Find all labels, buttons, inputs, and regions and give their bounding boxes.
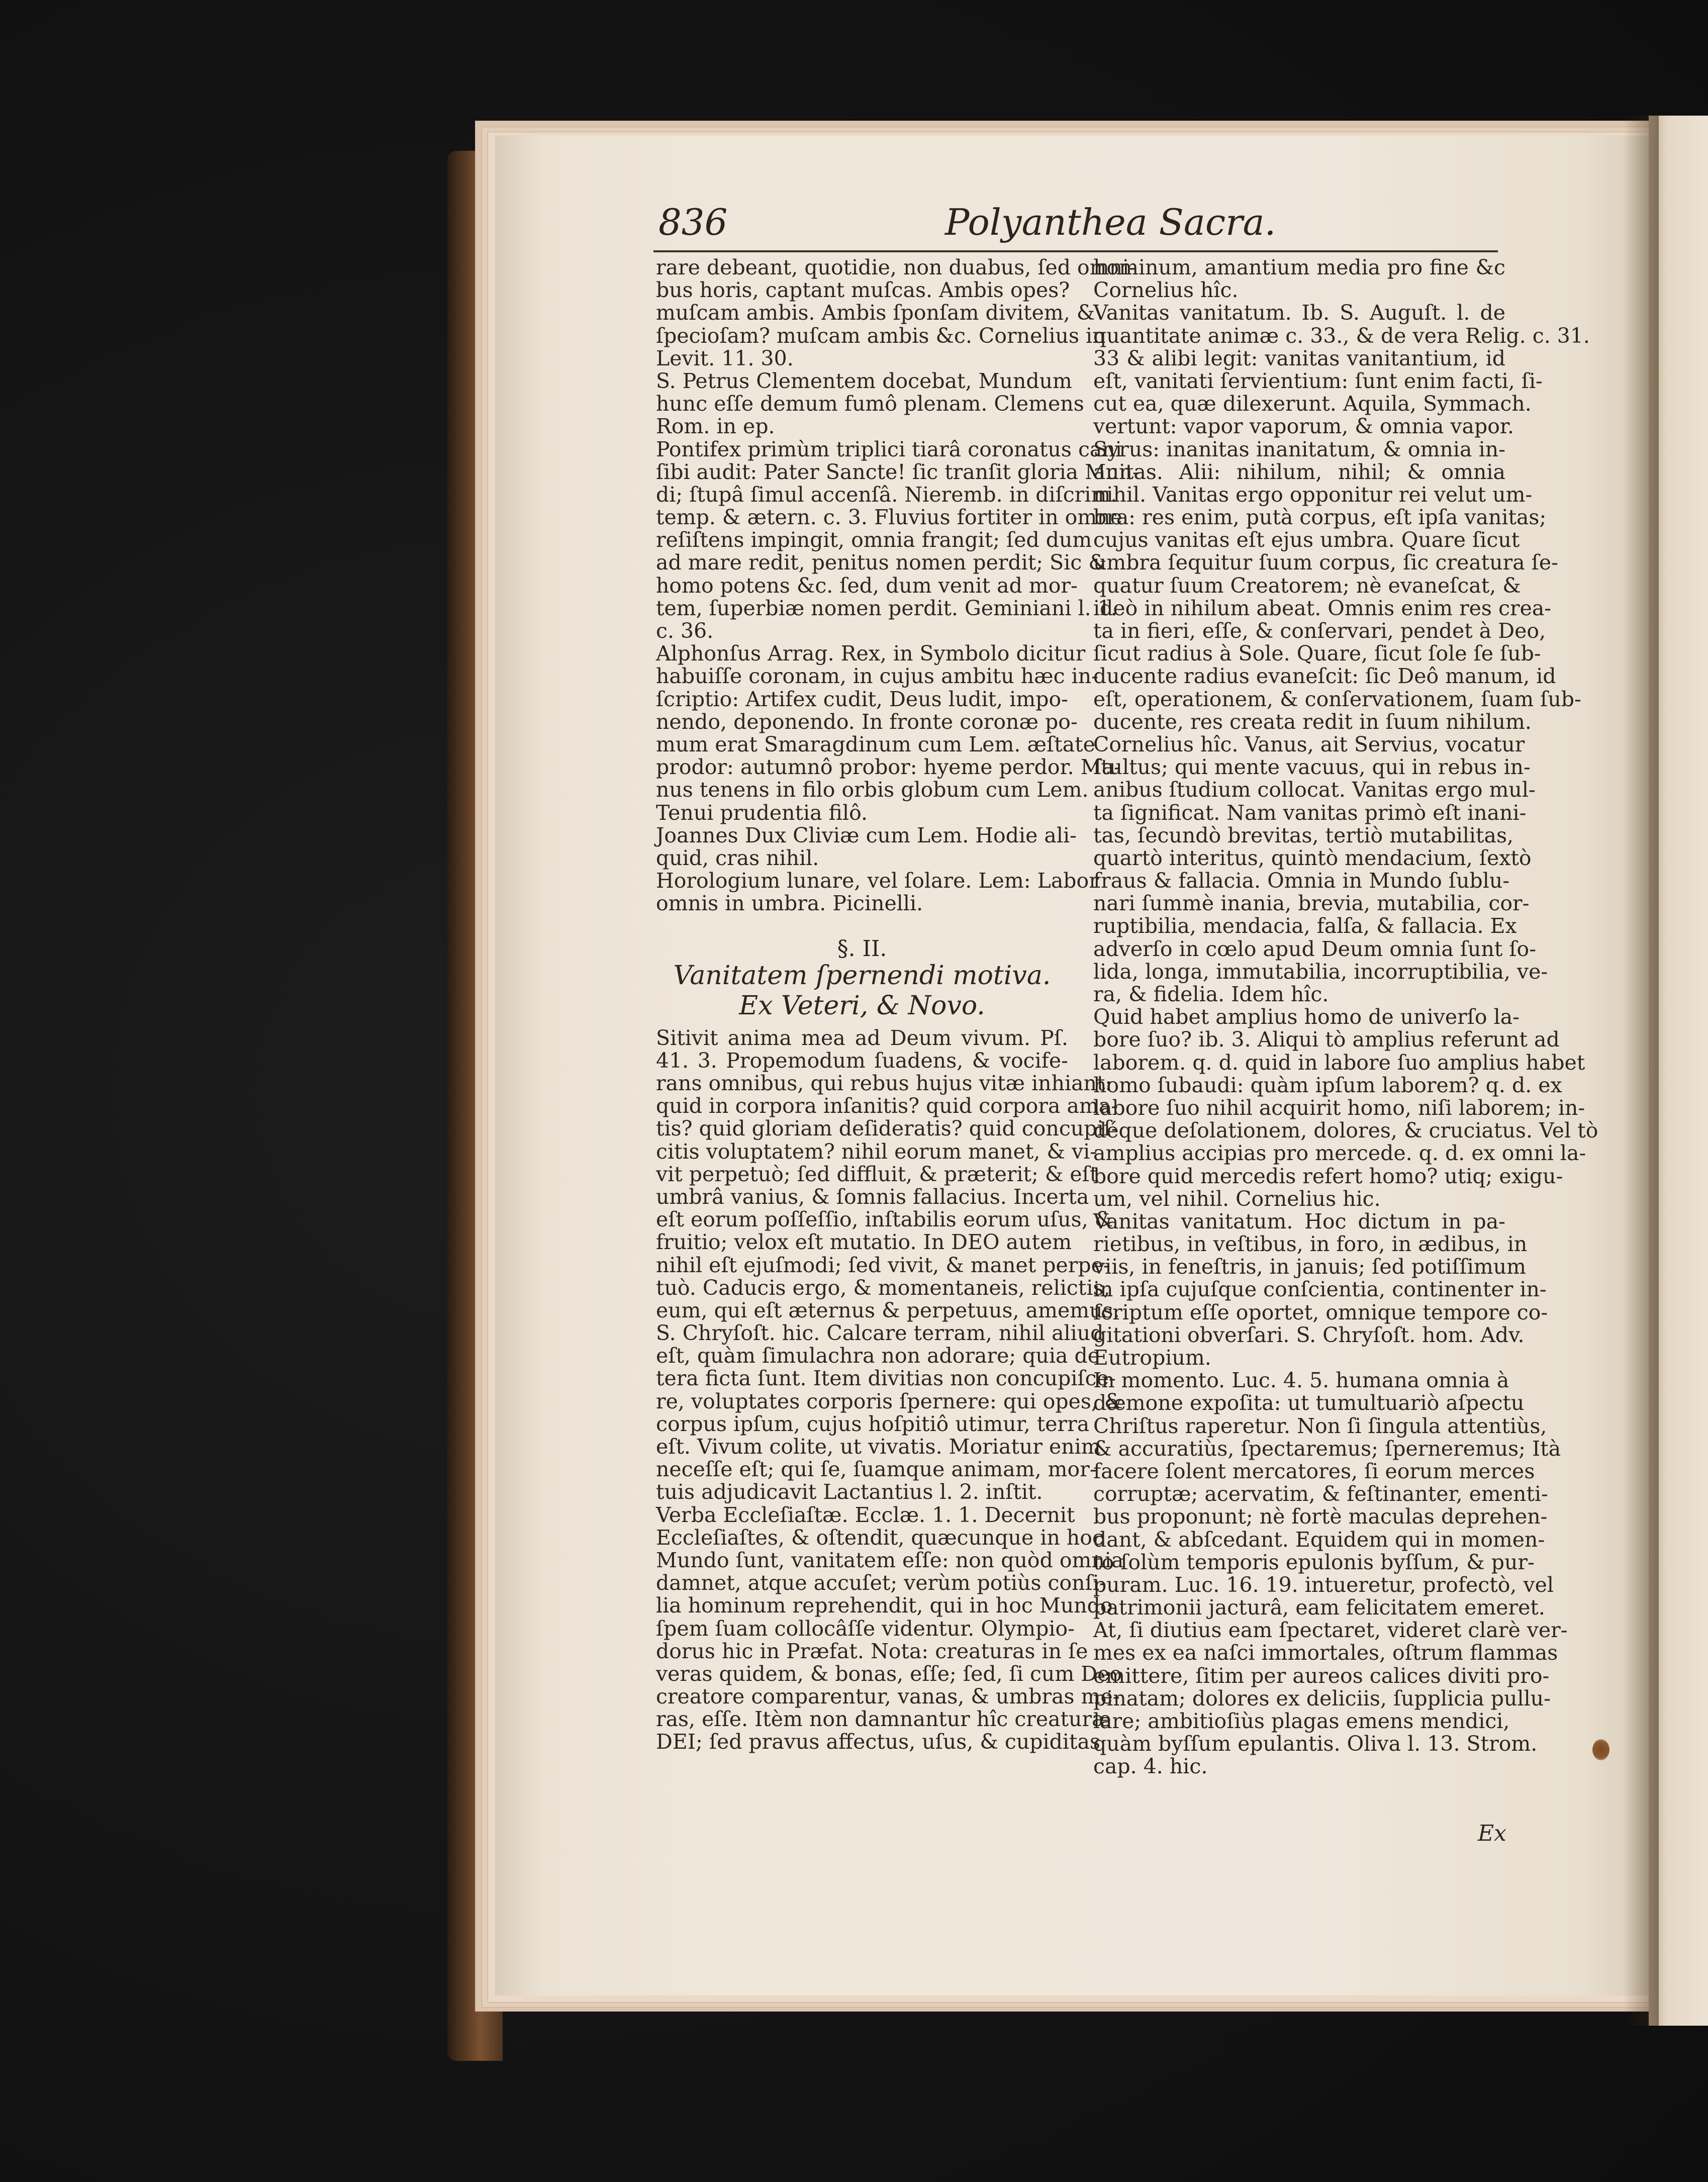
text-line: dorus hic in Præfat. Nota: creaturas in ſe: [656, 1639, 1088, 1663]
text-line: lida, longa, immutabilia, incorruptibilia, ve-: [1093, 959, 1548, 984]
text-line: tera ficta ſunt. Item divitias non concupiſce-: [656, 1366, 1116, 1391]
text-line: anibus ſtudium collocat. Vanitas ergo mul-: [1093, 778, 1536, 802]
text-line: emittere, ſitim per aureos calices diviti pro-: [1093, 1663, 1550, 1688]
text-line: re, voluptates corporis ſpernere: qui opes, &: [656, 1389, 1123, 1413]
text-line: reſiſtens impingit, omnia frangit; ſed dum: [656, 528, 1092, 552]
paper-stain: [1592, 1739, 1609, 1760]
text-line: & accuratiùs, ſpectaremus; ſperneremus; Ità: [1093, 1436, 1561, 1461]
text-line: ſcriptum eſſe oportet, omnique tempore co-: [1093, 1300, 1548, 1324]
text-line: dant, & abſcedant. Equidem qui in momen-: [1093, 1527, 1545, 1552]
text-line: eſt, operationem, & conſervationem, ſuam ſub-: [1093, 687, 1581, 711]
text-line: quatur ſuum Creatorem; nè evaneſcat, &: [1093, 573, 1521, 598]
text-line: di; ſtupâ ſimul accenſâ. Nieremb. in diſcrim.: [656, 482, 1117, 507]
text-line: ducente, res creata redit in ſuum nihilum.: [1093, 709, 1532, 734]
text-line: habuiſſe coronam, in cujus ambitu hæc in-: [656, 664, 1098, 689]
text-line: umbrâ vanius, & ſomnis fallacius. Incerta: [656, 1184, 1089, 1209]
text-line: cap. 4. hic.: [1093, 1754, 1208, 1779]
text-line: eſt, quàm ſimulachra non adorare; quia de: [656, 1344, 1100, 1368]
text-line: DEI; ſed pravus affectus, uſus, & cupiditas: [656, 1730, 1100, 1754]
text-line: bra: res enim, putà corpus, eſt ipſa vanitas;: [1093, 505, 1547, 530]
text-line: ſpecioſam? muſcam ambis &c. Cornelius in: [656, 323, 1106, 348]
text-line: tis? quid gloriam deſideratis? quid concupiſ-: [656, 1116, 1118, 1141]
text-line: Syrus: inanitas inanitatum, & omnia in-: [1093, 437, 1505, 461]
text-line: ſicut radius à Sole. Quare, ſicut ſole ſe ſub-: [1093, 641, 1541, 666]
text-line: anitas. Alii: nihilum, nihil; & omnia: [1093, 459, 1505, 484]
section-number: §. II.: [837, 936, 887, 962]
text-line: eſt, vanitati ſervientium: ſunt enim facti, ſi-: [1093, 368, 1543, 393]
text-line: quid in corpora inſanitis? quid corpora ama-: [656, 1094, 1118, 1118]
text-line: rare debeant, quotidie, non duabus, ſed omni-: [656, 255, 1136, 279]
right-column: [1093, 255, 1598, 1779]
text-line: S. Chryſoſt. hic. Calcare terram, nihil aliud: [656, 1321, 1104, 1346]
text-line: ras, eſſe. Itèm non damnantur hîc creaturæ: [656, 1707, 1111, 1732]
text-line: Tenui prudentia filô.: [656, 800, 868, 825]
text-line: Levit. 11. 30.: [656, 346, 794, 370]
gutter-shadow: [1624, 116, 1659, 2026]
text-line: hunc eſſe demum fumô plenam. Clemens: [656, 392, 1084, 416]
text-line: ducente radius evaneſcit: ſic Deô manum, id: [1093, 664, 1556, 689]
text-line: Eutropium.: [1093, 1346, 1211, 1370]
text-line: fraus & fallacia. Omnia in Mundo ſublu-: [1093, 869, 1510, 893]
text-line: fruitio; velox eſt mutatio. In DEO autem: [656, 1230, 1072, 1255]
text-line: Quid habet amplius homo de univerſo la-: [1093, 1005, 1520, 1029]
text-line: vertunt: vapor vaporum, & omnia vapor.: [1093, 414, 1514, 439]
text-line: Cornelius hîc. Vanus, ait Servius, vocatur: [1093, 732, 1525, 756]
text-line: bore ſuo? ib. 3. Aliqui tò amplius referunt ad: [1093, 1027, 1560, 1052]
text-line: cut ea, quæ dilexerunt. Aquila, Symmach.: [1093, 392, 1532, 416]
text-line: ideò in nihilum abeat. Omnis enim res crea-: [1093, 596, 1552, 620]
text-line: corruptæ; acervatim, & feſtinanter, ementi-: [1093, 1482, 1548, 1506]
text-line: prodor: autumnô probor: hyeme perdor. Ma-: [656, 755, 1121, 780]
text-line: dæmone expoſita: ut tumultuariò aſpectu: [1093, 1391, 1525, 1415]
text-line: Eccleſiaſtes, & oſtendit, quæcunque in hoc: [656, 1525, 1104, 1550]
text-line: Sitivit anima mea ad Deum vivum. Pſ.: [656, 1025, 1068, 1050]
text-line: creatore comparentur, vanas, & umbras me-: [656, 1684, 1120, 1709]
text-line: Chriſtus raperetur. Non ſi ſingula attentiùs,: [1093, 1413, 1547, 1438]
text-line: laborem. q. d. quid in labore ſuo amplius habet: [1093, 1050, 1585, 1075]
header-rule: [653, 250, 1498, 252]
section-title: Vanitatem ſpernendi motiva.: [673, 960, 1051, 991]
text-line: in ipſa cujuſque conſcientia, continenter in-: [1093, 1277, 1547, 1302]
text-line: quàm byſſum epulantis. Oliva l. 13. Strom.: [1093, 1732, 1538, 1756]
text-line: mum erat Smaragdinum cum Lem. æſtate: [656, 732, 1095, 756]
text-line: ta in fieri, eſſe, & conſervari, pendet à Deo,: [1093, 619, 1546, 643]
catchword: Ex: [1478, 1821, 1506, 1846]
text-line: quartò interitus, quintò mendacium, ſextò: [1093, 845, 1532, 870]
page-number: 836: [658, 201, 728, 243]
text-line: c. 36.: [656, 619, 714, 643]
text-line: Alphonſus Arrag. Rex, in Symbolo dicitur: [656, 641, 1086, 666]
text-line: Joannes Dux Cliviæ cum Lem. Hodie ali-: [656, 823, 1077, 847]
text-line: ſcriptio: Artifex cudit, Deus ludit, impo-: [656, 687, 1068, 711]
text-line: ta ſignificat. Nam vanitas primò eſt inani-: [1093, 800, 1527, 825]
text-line: neceſſe eſt; qui ſe, ſuamque animam, mor-: [656, 1457, 1097, 1482]
text-line: bore quid mercedis refert homo? utiq; exigu-: [1093, 1164, 1563, 1188]
text-line: Horologium lunare, vel ſolare. Lem: Labor: [656, 869, 1099, 893]
text-line: puram. Luc. 16. 19. intueretur, profectò, vel: [1093, 1572, 1554, 1597]
text-line: déque deſolationem, dolores, & cruciatus. Vel tò: [1093, 1118, 1598, 1143]
text-line: eum, qui eſt æternus & perpetuus, amemus.: [656, 1298, 1120, 1322]
text-line: quantitate animæ c. 33., & de vera Relig. c. 31.: [1093, 323, 1590, 348]
right-column-text: [1093, 255, 1598, 1779]
text-line: lia hominum reprehendit, qui in hoc Mundo: [656, 1593, 1113, 1618]
text-line: ra, & fidelia. Idem hîc.: [1093, 982, 1329, 1006]
text-line: Cornelius hîc.: [1093, 278, 1239, 303]
text-line: Vanitas vanitatum. Hoc dictum in pa-: [1093, 1209, 1505, 1234]
text-line: bus proponunt; nè fortè maculas deprehen-: [1093, 1504, 1548, 1529]
text-line: tas, ſecundò brevitas, tertiò mutabilitas,: [1093, 823, 1514, 847]
section-gap: [656, 915, 1068, 937]
text-line: viis, in feneſtris, in januis; ſed potiſſimum: [1093, 1255, 1526, 1279]
text-line: tuis adjudicavit Lactantius l. 2. inſtit.: [656, 1480, 1043, 1504]
text-line: um, vel nihil. Cornelius hic.: [1093, 1186, 1381, 1211]
text-line: eſt eorum poſſeſſio, inſtabilis eorum uſus, &: [656, 1207, 1113, 1232]
text-line: nihil. Vanitas ergo opponitur rei velut um-: [1093, 482, 1533, 507]
text-line: Rom. in ep.: [656, 414, 775, 439]
text-line: rans omnibus, qui rebus hujus vitæ inhiant:: [656, 1071, 1112, 1095]
text-line: temp. & ætern. c. 3. Fluvius fortiter in omne: [656, 505, 1122, 530]
left-column-text-continued: [656, 1025, 1124, 1754]
text-line: ad mare redit, penitus nomen perdit; Sic &: [656, 550, 1107, 575]
text-line: Verba Eccleſiaſtæ. Ecclæ. 1. 1. Decernit: [656, 1502, 1075, 1527]
text-line: mes ex ea naſci immortales, oſtrum flammas: [1093, 1641, 1558, 1665]
text-line: In momento. Luc. 4. 5. humana omnia à: [1093, 1368, 1509, 1393]
text-line: eſt. Vivum colite, ut vivatis. Moriatur enim: [656, 1435, 1101, 1459]
text-line: rietibus, in veſtibus, in foro, in ædibus, in: [1093, 1232, 1528, 1257]
text-line: S. Petrus Clementem docebat, Mundum: [656, 368, 1072, 393]
left-column: [656, 255, 1140, 1754]
text-line: nendo, deponendo. In fronte coronæ po-: [656, 709, 1078, 734]
text-line: 41. 3. Propemodum ſuadens, & vocife-: [656, 1048, 1068, 1073]
text-line: gitationi obverſari. S. Chryſoſt. hom. Adv.: [1093, 1322, 1525, 1347]
text-line: labore ſuo nihil acquirit homo, niſi laborem; in-: [1093, 1095, 1585, 1120]
text-line: amplius accipias pro mercede. q. d. ex omni la-: [1093, 1141, 1586, 1166]
text-line: nihil eſt ejuſmodi; ſed vivit, & manet perpe-: [656, 1253, 1110, 1277]
text-line: Vanitas vanitatum. Ib. S. Auguſt. l. de: [1093, 301, 1505, 325]
text-line: umbra ſequitur ſuum corpus, ſic creatura ſe-: [1093, 550, 1559, 575]
text-line: omnis in umbra. Picinelli.: [656, 891, 923, 916]
text-line: ruptibilia, mendacia, falſa, & fallacia. Ex: [1093, 914, 1517, 938]
text-line: tem, ſuperbiæ nomen perdit. Geminiani l. 1.: [656, 596, 1117, 620]
text-line: to ſolùm temporis epulonis byſſum, & pur-: [1093, 1550, 1535, 1574]
text-line: homo ſubaudi: quàm ipſum laborem? q. d. ex: [1093, 1073, 1562, 1097]
text-line: adverſo in cœlo apud Deum omnia ſunt ſo-: [1093, 936, 1537, 961]
text-line: nari ſummè inania, brevia, mutabilia, cor-: [1093, 891, 1530, 916]
text-line: 33 & alibi legit: vanitas vanitantium, id: [1093, 346, 1505, 370]
text-line: patrimonii jacturâ, eam felicitatem emeret.: [1093, 1595, 1545, 1620]
text-line: pinatam; dolores ex deliciis, ſupplicia pullu-: [1093, 1686, 1551, 1711]
text-line: homo potens &c. ſed, dum venit ad mor-: [656, 573, 1078, 598]
left-column-text: [656, 255, 1140, 916]
text-line: tuò. Caducis ergo, & momentaneis, relictis,: [656, 1275, 1110, 1300]
text-line: Mundo ſunt, vanitatem eſſe: non quòd omnia: [656, 1548, 1124, 1572]
text-line: facere ſolent mercatores, ſi eorum merces: [1093, 1459, 1535, 1483]
text-line: veras quidem, & bonas, eſſe; ſed, ſi cum Deo: [656, 1661, 1122, 1686]
text-line: cujus vanitas eſt ejus umbra. Quare ſicut: [1093, 528, 1520, 552]
running-head: Polyanthea Sacra.: [945, 201, 1276, 243]
text-line: quid, cras nihil.: [656, 845, 819, 870]
text-line: At, ſi diutius eam ſpectaret, videret clarè ver-: [1093, 1618, 1568, 1643]
text-line: ſtultus; qui mente vacuus, qui in rebus in-: [1093, 755, 1531, 780]
text-line: lare; ambitioſiùs plagas emens mendici,: [1093, 1709, 1510, 1733]
text-line: damnet, atque accuſet; verùm potiùs conſi-: [656, 1571, 1106, 1595]
text-line: ſibi audit: Pater Sancte! ſic tranſit gloria Mun-: [656, 459, 1140, 484]
text-line: bus horis, captant muſcas. Ambis opes?: [656, 278, 1070, 303]
text-line: muſcam ambis. Ambis ſponſam divitem, &: [656, 301, 1095, 325]
text-line: vit perpetuò; ſed diffluit, & præterit; & eſt: [656, 1162, 1098, 1186]
text-line: citis voluptatem? nihil eorum manet, & vi-: [656, 1139, 1097, 1164]
text-line: ſpem ſuam collocâſſe videntur. Olympio-: [656, 1616, 1075, 1641]
text-line: Pontifex primùm triplici tiarâ coronatus cani: [656, 437, 1122, 461]
text-line: corpus ipſum, cujus hoſpitiô utimur, terra: [656, 1411, 1090, 1436]
text-line: nus tenens in filo orbis globum cum Lem.: [656, 778, 1089, 802]
section-subtitle: Ex Veteri, & Novo.: [739, 990, 985, 1021]
text-line: hominum, amantium media pro fine &c: [1093, 255, 1505, 279]
